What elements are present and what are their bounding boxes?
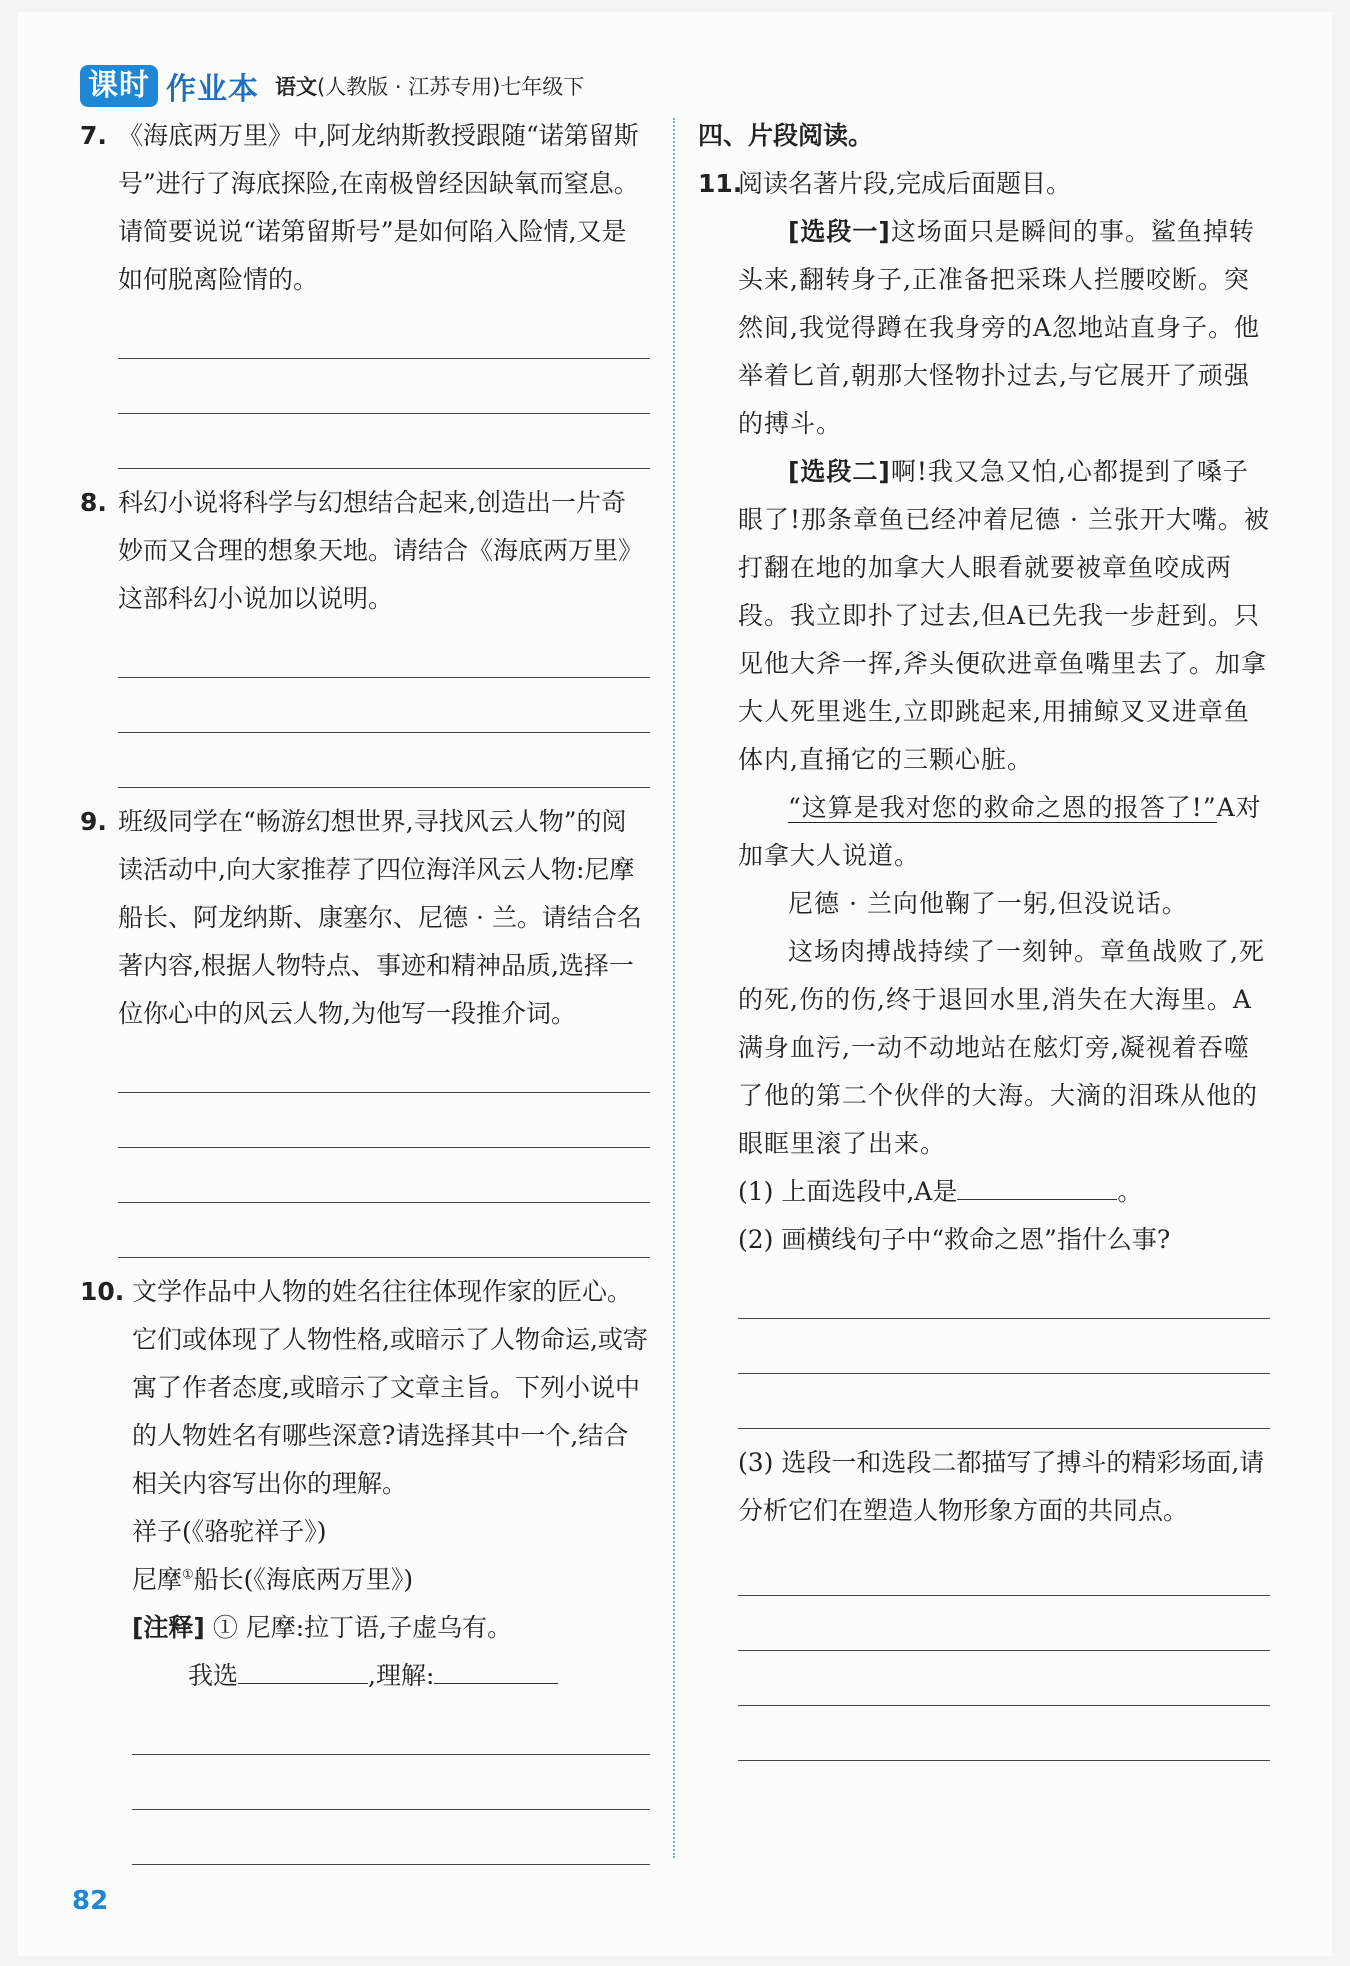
answer-line[interactable] [132,1810,650,1865]
question-7 [80,112,650,469]
question-text: 《海底两万里》中,阿龙纳斯教授跟随“诺第留斯号”进行了海底探险,在南极曾经因缺氧而窒息。请简要说说“诺第留斯号”是如何陷入险情,又是如何脱离险情的。 [118,121,639,294]
question-number: 11. [698,169,743,198]
answer-lines [132,1700,650,1865]
question-number: 8. [80,488,107,517]
column-divider [673,118,675,1858]
quote-paragraph [738,784,1270,880]
novel-item-1: 祥子(《骆驼祥子》) [132,1517,327,1546]
right-column [698,112,1270,1767]
answer-line[interactable] [738,1596,1270,1651]
question-11 [698,160,1270,1761]
question-9 [80,798,650,1258]
excerpt-text: 这场面只是瞬间的事。鲨鱼掉转头来,翻转身子,正准备把采珠人拦腰咬断。突然间,我觉得蹲在我身旁的A忽地站直身子。他举着匕首,朝那大怪物扑过去,与它展开了顽强的搏斗。 [738,217,1261,438]
answer-line[interactable] [118,623,650,678]
sub-question-text: (1) 上面选段中,A是 [738,1177,958,1206]
answer-line[interactable] [738,1706,1270,1761]
subject-label: 语文 [275,75,317,99]
question-number: 10. [80,1277,125,1306]
footnote [132,1604,650,1652]
underlined-sentence: “这算是我对您的救命之恩的报答了!” [788,793,1217,822]
footnote-marker: ① [182,1567,194,1583]
page-header [80,62,584,110]
excerpt-2 [738,448,1270,784]
excerpt-tag: [选段二] [788,457,891,486]
question-text: 文学作品中人物的姓名往往体现作家的匠心。它们或体现了人物性格,或暗示了人物命运,或寄寓了作者态度,或暗示了文章主旨。下列小说中的人物姓名有哪些深意?请选择其中一个,结合相关内容写出你的理解。 [132,1277,648,1498]
answer-lines [118,623,650,788]
answer-line[interactable] [118,304,650,359]
answer-line[interactable] [738,1541,1270,1596]
question-text: 班级同学在“畅游幻想世界,寻找风云人物”的阅读活动中,向大家推荐了四位海洋风云人物:尼摩船长、阿龙纳斯、康塞尔、尼德 · 兰。请结合名著内容,根据人物特点、事迹和精神品质,选择一位你心中的风云人物,为他写一段推介词。 [118,807,642,1028]
note-text: ① 尼摩:拉丁语,子虚乌有。 [212,1613,513,1642]
answer-line[interactable] [738,1374,1270,1429]
understanding-blank[interactable] [434,1653,558,1684]
answer-blank[interactable] [957,1169,1117,1200]
logo-badge: 课时 [80,65,158,107]
answer-lines [118,1038,650,1258]
choice-blank[interactable] [238,1653,368,1684]
excerpt-tag: [选段一] [788,217,891,246]
question-text: 阅读名著片段,完成后面题目。 [738,169,1071,198]
sub-question-1 [738,1168,1270,1216]
character-name: 尼摩 [132,1565,183,1594]
paragraph: 这场肉搏战持续了一刻钟。章鱼战败了,死的死,伤的伤,终于退回水里,消失在大海里。A满身血污,一动不动地站在舷灯旁,凝视着吞噬了他的第二个伙伴的大海。大滴的泪珠从他的眼眶里滚了出来。 [738,937,1265,1158]
answer-line[interactable] [132,1700,650,1755]
answer-line[interactable] [118,414,650,469]
answer-line[interactable] [118,1203,650,1258]
question-number: 9. [80,807,107,836]
question-number: 7. [80,121,107,150]
answer-line[interactable] [118,359,650,414]
choose-label: 我选 [188,1661,239,1690]
sub-question-2: (2) 画横线句子中“救命之恩”指什么事? [738,1225,1171,1254]
answer-lines [118,304,650,469]
sub-question-end: 。 [1117,1177,1143,1206]
understand-label: ,理解: [368,1661,435,1690]
question-text: 科幻小说将科学与幻想结合起来,创造出一片奇妙而又合理的想象天地。请结合《海底两万里》这部科幻小说加以说明。 [118,488,644,613]
excerpt-text: 啊!我又急又怕,心都提到了嗓子眼了!那条章鱼已经冲着尼德 · 兰张开大嘴。被打翻在地的加拿大人眼看就要被章鱼咬成两段。我立即扑了过去,但A已先我一步赶到。只见他大斧一挥,斧头便砍进章鱼嘴里去了。加拿大人死里逃生,立即跳起来,用捕鲸叉叉进章鱼体内,直捅它的三颗心脏。 [738,457,1270,774]
logo-text: 作业本 [166,72,259,107]
question-8 [80,479,650,788]
question-10 [80,1268,650,1865]
quote-rest: A对加拿大人说道。 [738,793,1262,870]
answer-line[interactable] [118,678,650,733]
answer-line[interactable] [738,1651,1270,1706]
answer-line[interactable] [118,1148,650,1203]
novel-title: 船长(《海底两万里》) [193,1565,414,1594]
edition-label: (人教版 · 江苏专用)七年级下 [317,75,585,99]
answer-line[interactable] [118,1093,650,1148]
answer-lines [738,1541,1270,1761]
answer-line[interactable] [738,1264,1270,1319]
choose-row [132,1652,650,1700]
page-number: 82 [72,1886,109,1916]
answer-line[interactable] [118,733,650,788]
answer-line[interactable] [738,1319,1270,1374]
paragraph: 尼德 · 兰向他鞠了一躬,但没说话。 [788,889,1188,918]
answer-line[interactable] [118,1038,650,1093]
novel-item-2 [132,1556,650,1604]
note-tag: [注释] [132,1613,205,1642]
left-column [80,112,650,1871]
excerpt-1 [738,208,1270,448]
answer-lines [738,1264,1270,1429]
sub-question-3: (3) 选段一和选段二都描写了搏斗的精彩场面,请分析它们在塑造人物形象方面的共同点。 [738,1448,1265,1525]
answer-line[interactable] [132,1755,650,1810]
section-title: 四、片段阅读。 [698,121,874,150]
